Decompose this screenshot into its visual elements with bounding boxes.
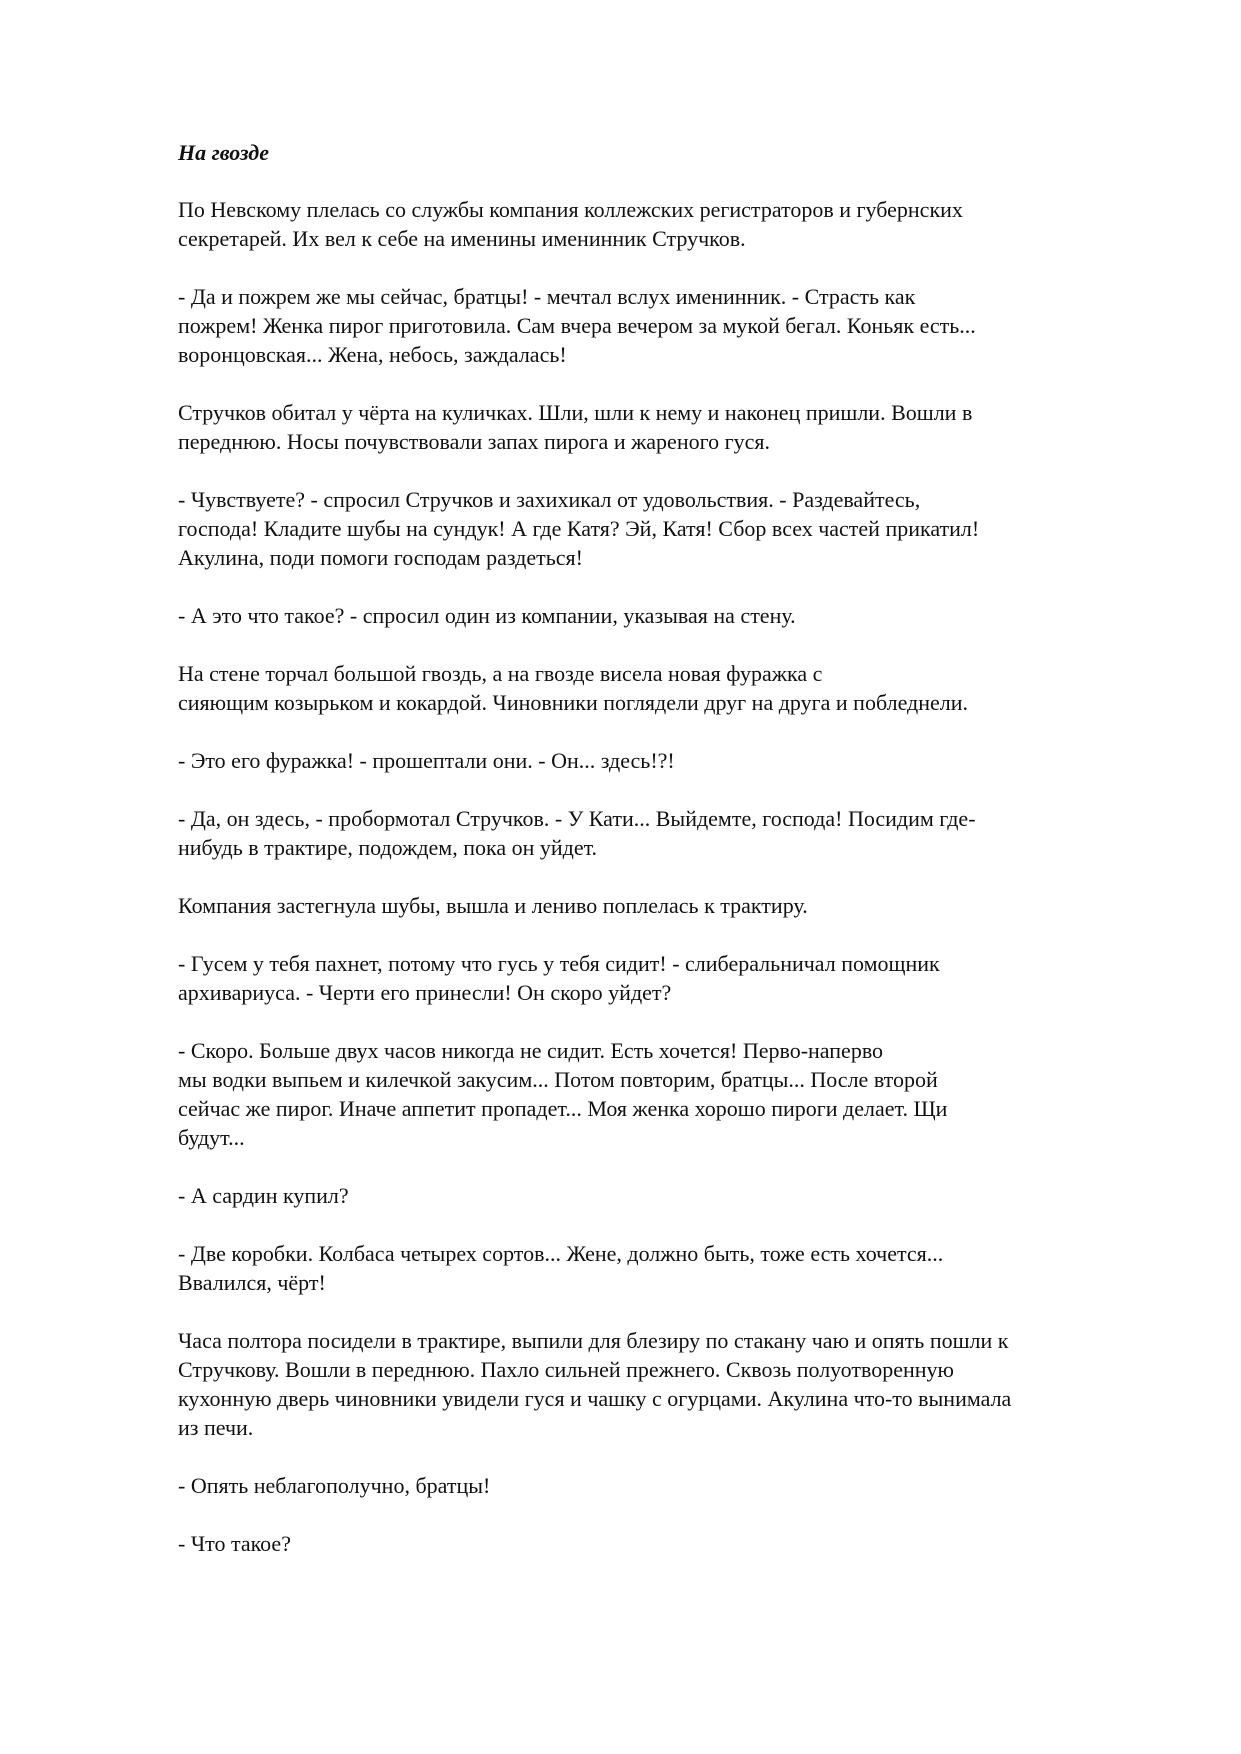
paragraph: - Это его фуражка! - прошептали они. - Он... здесь!?! [178, 748, 675, 773]
paragraph: - Что такое? [178, 1531, 291, 1556]
paragraph: - Да, он здесь, - пробормотал Стручков. - У Кати... Выйдемте, господа! Посидим где- нибудь в трактире, подождем, пока он уйдет. [178, 806, 976, 860]
paragraph: На стене торчал большой гвоздь, а на гвозде висела новая фуражка с сияющим козырьком и кокардой. Чиновники поглядели друг на друга и побледнели. [178, 661, 969, 715]
paragraph: - Опять неблагополучно, братцы! [178, 1473, 491, 1498]
paragraph: - Гусем у тебя пахнет, потому что гусь у тебя сидит! - слиберальничал помощник архивариуса. - Черти его принесли! Он скоро уйдет? [178, 951, 940, 1005]
paragraph: - А сардин купил? [178, 1183, 349, 1208]
paragraph: По Невскому плелась со службы компания коллежских регистраторов и губернских секретарей. Их вел к себе на именины именинник Стручков. [178, 197, 963, 251]
paragraph: - Скоро. Больше двух часов никогда не сидит. Есть хочется! Перво-наперво мы водки выпьем и килечкой закусим... Потом повторим, братцы... После второй сейчас же пирог. Иначе аппетит пропадет... Моя женка хорошо пироги делает. Щи будут... [178, 1038, 948, 1150]
paragraph: - Чувствуете? - спросил Стручков и захихикал от удовольствия. - Раздевайтесь, господа! Кладите шубы на сундук! А где Катя? Эй, Катя! Сбор всех частей прикатил! Акулина, поди помоги господам раздеться! [178, 487, 980, 570]
document-page [178, 138, 1153, 1587]
paragraph: Компания застегнула шубы, вышла и лениво поплелась к трактиру. [178, 893, 808, 918]
paragraph: - А это что такое? - спросил один из компании, указывая на стену. [178, 603, 796, 628]
paragraph: - Две коробки. Колбаса четырех сортов... Жене, должно быть, тоже есть хочется... Ввалился, чёрт! [178, 1241, 944, 1295]
paragraph: Часа полтора посидели в трактире, выпили для блезиру по стакану чаю и опять пошли к Стручкову. Вошли в переднюю. Пахло сильней прежнего. Сквозь полуотворенную кухонную дверь чиновники увидели гуся и чашку с огурцами. Акулина что-то вынимала из печи. [178, 1328, 1012, 1440]
paragraph: Стручков обитал у чёрта на куличках. Шли, шли к нему и наконец пришли. Вошли в переднюю. Носы почувствовали запах пирога и жареного гуся. [178, 400, 973, 454]
story-title: На гвозде [178, 140, 269, 165]
paragraph: - Да и пожрем же мы сейчас, братцы! - мечтал вслух именинник. - Страсть как пожрем! Женка пирог приготовила. Сам вчера вечером за мукой бегал. Коньяк есть... воронцовская... Жена, небось, заждалась! [178, 284, 976, 367]
